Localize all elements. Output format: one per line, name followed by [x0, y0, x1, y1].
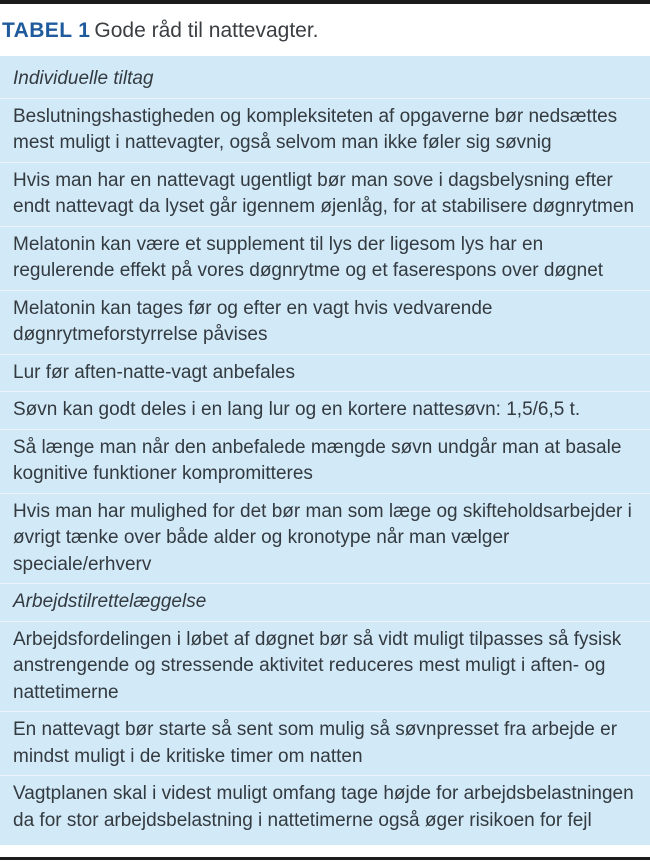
table-row: Beslutningshastigheden og kompleksiteten af opgaverne bør nedsættes mest muligt i nattevagter, også selvom man ikke føler sig søvnig	[0, 98, 650, 162]
table-number-label: TABEL 1	[2, 19, 91, 42]
section-header-arbejdstilrettelaeggelse: Arbejdstilrettelæggelse	[0, 583, 650, 621]
advice-table	[0, 56, 650, 845]
table-row: En nattevagt bør starte så sent som mulig så søvnpresset fra arbejde er mindst muligt i de kritiske timer om natten	[0, 711, 650, 775]
table-row: Hvis man har en nattevagt ugentligt bør man sove i dagsbelysning efter endt nattevagt da lyset går igennem øjenlåg, for at stabilisere døgnrytmen	[0, 162, 650, 226]
table-row: Melatonin kan tages før og efter en vagt hvis vedvarende døgnrytmeforstyrrelse påvises	[0, 290, 650, 354]
table-row: Lur før aften-natte-vagt anbefales	[0, 354, 650, 392]
section-header-individuelle-tiltag: Individuelle tiltag	[13, 68, 154, 89]
table-row: Så længe man når den anbefalede mængde søvn undgår man at basale kognitive funktioner kompromitteres	[0, 429, 650, 493]
table-row: Hvis man har mulighed for det bør man som læge og skifteholdsarbejder i øvrigt tænke over både alder og kronotype når man vælger speciale/erhverv	[0, 493, 650, 584]
top-rule	[0, 0, 650, 4]
table-row: Arbejdsfordelingen i løbet af døgnet bør så vidt muligt tilpasses så fysisk anstrengende og stressende aktivitet reduceres mest muligt i aften- og nattetimerne	[0, 621, 650, 712]
table-caption-text: Gode råd til nattevagter.	[94, 19, 319, 42]
table-row: Vagtplanen skal i videst muligt omfang tage højde for arbejdsbelastningen da for stor arbejdsbelastning i nattetimerne også øger risikoen for fejl	[0, 775, 650, 839]
table-row: Melatonin kan være et supplement til lys der ligesom lys har en regulerende effekt på vores døgnrytme og et faserespons over døgnet	[0, 226, 650, 290]
table-caption	[2, 19, 636, 43]
bottom-rule	[0, 857, 650, 860]
table-row: Søvn kan godt deles i en lang lur og en kortere nattesøvn: 1,5/6,5 t.	[0, 391, 650, 429]
